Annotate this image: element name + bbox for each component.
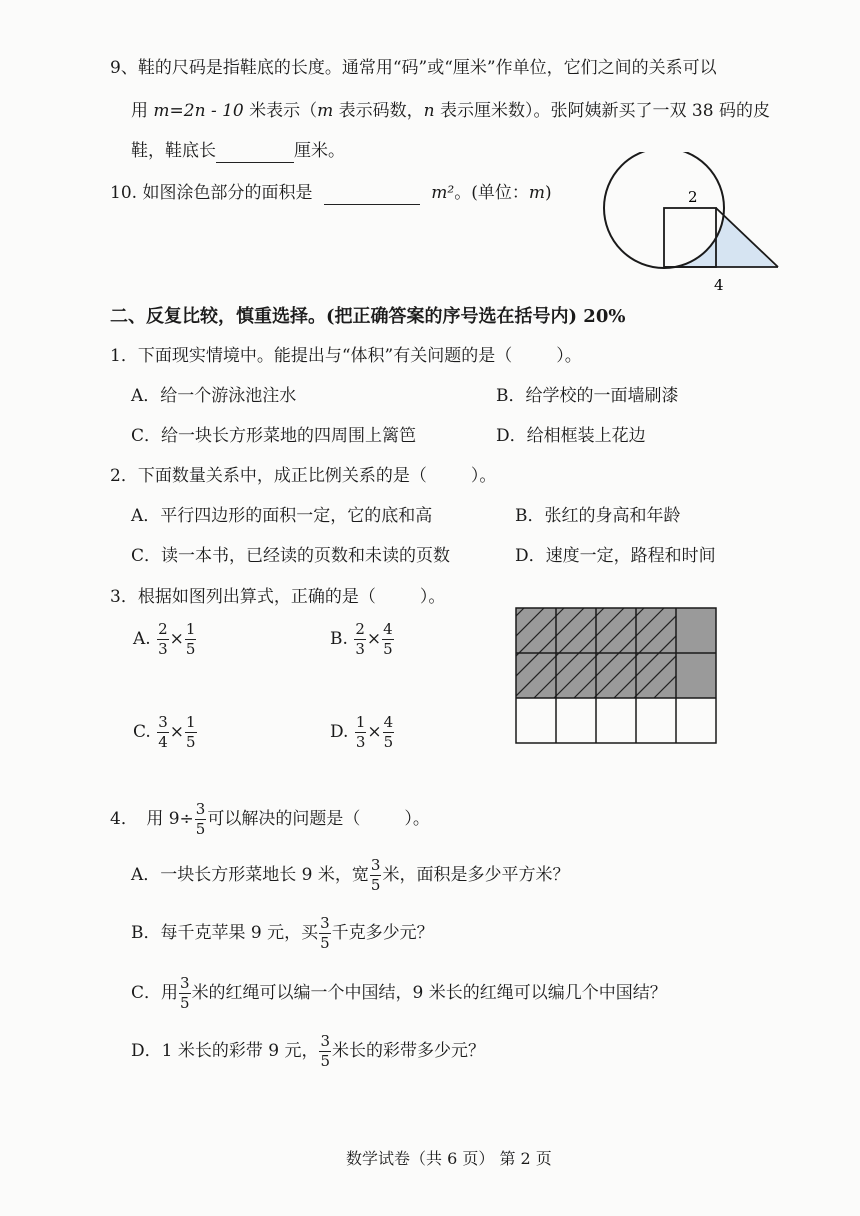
q9-line1: 9、鞋的尺码是指鞋底的长度。通常用“码”或“厘米”作单位，它们之间的关系可以 bbox=[110, 58, 717, 78]
q9-line3: 鞋，鞋底长 厘米。 bbox=[131, 141, 345, 161]
q10-circle-figure bbox=[590, 152, 790, 302]
q2-option-a: A．平行四边形的面积一定，它的底和高 bbox=[131, 506, 433, 526]
fraction: $\frac{3}{5}$ bbox=[320, 1032, 331, 1070]
fraction: $\frac{4}{5}$ bbox=[383, 713, 394, 751]
fraction: $\frac{1}{5}$ bbox=[186, 713, 196, 751]
fraction: $\frac{3}{5}$ bbox=[195, 800, 206, 838]
q9-formula: m=2n - 10 bbox=[153, 101, 244, 121]
label-4: 4 bbox=[714, 276, 724, 294]
fraction: $\frac{3}{5}$ bbox=[320, 914, 330, 952]
q2-option-b: B．张红的身高和年龄 bbox=[515, 506, 681, 526]
fraction: $\frac{3}{4}$ bbox=[158, 713, 168, 751]
mc-q2-stem: 2．下面数量关系中，成正比例关系的是（ ）。 bbox=[110, 466, 497, 486]
q9-line2: 用 m=2n - 10 米表示（m 表示码数，n 表示厘米数）。张阿姨新买了一双 38 码的皮 bbox=[131, 101, 770, 121]
q2-option-c: C．读一本书，已经读的页数和未读的页数 bbox=[131, 546, 451, 566]
q3-option-c: C. $\frac{3}{4}$ × $\frac{1}{5}$ bbox=[133, 713, 196, 751]
fraction: $\frac{3}{5}$ bbox=[370, 856, 381, 894]
q10-number: 10. bbox=[110, 183, 138, 203]
page-footer: 数学试卷（共 6 页） 第 2 页 bbox=[346, 1149, 552, 1168]
fraction: $\frac{3}{5}$ bbox=[180, 974, 190, 1012]
q2-option-d: D．速度一定，路程和时间 bbox=[515, 546, 716, 566]
q9-number: 9、 bbox=[110, 58, 138, 78]
q3-grid-figure bbox=[514, 606, 720, 746]
q3-option-a: A. $\frac{2}{3}$ × $\frac{1}{5}$ bbox=[133, 620, 196, 658]
q1-option-d: D．给相框装上花边 bbox=[496, 426, 646, 446]
fraction: $\frac{2}{3}$ bbox=[158, 620, 168, 658]
q1-option-a: A．给一个游泳池注水 bbox=[131, 386, 297, 406]
section2-heading: 二、反复比较，慎重选择。(把正确答案的序号选在括号内) 20% bbox=[110, 306, 626, 327]
mc-q3-stem: 3．根据如图列出算式，正确的是（ ）。 bbox=[110, 587, 446, 607]
q4-option-d: D．1 米长的彩带 9 元， $\frac{3}{5}$ 米长的彩带多少元？ bbox=[131, 1032, 486, 1070]
q9-answer-blank[interactable] bbox=[216, 140, 294, 163]
q3-option-b: B. $\frac{2}{3}$ × $\frac{4}{5}$ bbox=[330, 620, 393, 658]
label-2: 2 bbox=[688, 188, 698, 206]
fraction: $\frac{2}{3}$ bbox=[355, 620, 365, 658]
fraction: $\frac{1}{3}$ bbox=[355, 713, 366, 751]
q10-text: 10. 如图涂色部分的面积是 m²。(单位：m) bbox=[110, 183, 552, 203]
q1-option-c: C．给一块长方形菜地的四周围上篱笆 bbox=[131, 426, 417, 446]
q4-option-c: C．用 $\frac{3}{5}$ 米的红绳可以编一个中国结，9 米长的红绳可以编几个中国结？ bbox=[131, 974, 667, 1012]
mc-q4-stem: 4． 用 9÷ $\frac{3}{5}$ 可以解决的问题是（ ）。 bbox=[110, 800, 430, 838]
q10-unit: m² bbox=[431, 183, 455, 203]
q4-option-a: A．一块长方形菜地长 9 米，宽 $\frac{3}{5}$ 米，面积是多少平方米？ bbox=[131, 856, 570, 894]
fraction: $\frac{4}{5}$ bbox=[383, 620, 393, 658]
mc-q1-stem: 1．下面现实情境中。能提出与“体积”有关问题的是（ ）。 bbox=[110, 346, 582, 366]
q1-option-b: B．给学校的一面墙刷漆 bbox=[496, 386, 679, 406]
q3-option-d: D. $\frac{1}{3}$ × $\frac{4}{5}$ bbox=[330, 713, 394, 751]
q4-option-b: B．每千克苹果 9 元，买 $\frac{3}{5}$ 千克多少元？ bbox=[131, 914, 434, 952]
q10-answer-blank[interactable] bbox=[324, 182, 420, 205]
fraction: $\frac{1}{5}$ bbox=[185, 620, 196, 658]
